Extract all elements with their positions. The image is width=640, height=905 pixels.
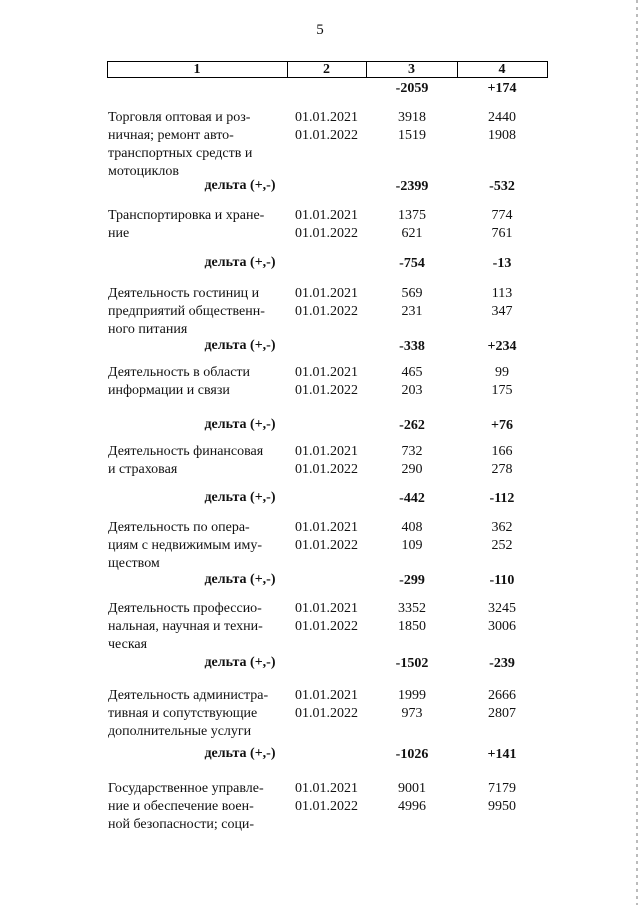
row-value-col3: 3352 (398, 601, 426, 616)
delta-label: дельта (+,-) (204, 338, 276, 353)
row-value-col3: 732 (401, 444, 423, 459)
delta-label: дельта (+,-) (204, 255, 276, 270)
row-value-col4: 175 (491, 383, 513, 398)
top-delta-col3: -2059 (395, 81, 429, 96)
delta-label: дельта (+,-) (204, 746, 276, 761)
delta-col4: -110 (489, 573, 515, 588)
delta-col3: -338 (399, 339, 425, 354)
delta-col4: -239 (489, 656, 515, 671)
row-value-col3: 203 (401, 383, 423, 398)
row-name-line: дополнительные услуги (108, 724, 252, 739)
row-date: 01.01.2021 (295, 688, 358, 703)
page-number: 5 (316, 22, 324, 38)
row-date: 01.01.2022 (295, 128, 358, 143)
row-value-col3: 621 (401, 226, 423, 241)
row-value-col3: 1519 (398, 128, 426, 143)
row-name (108, 109, 280, 181)
delta-col4: +234 (487, 339, 517, 354)
scan-edge-mark (636, 0, 638, 905)
row-date: 01.01.2021 (295, 110, 358, 125)
row-date: 01.01.2022 (295, 706, 358, 721)
row-name-line: Деятельность гостиниц и (108, 286, 260, 301)
row-value-col4: 7179 (488, 781, 516, 796)
delta-col3: -1502 (395, 656, 429, 671)
row-date: 01.01.2022 (295, 619, 358, 634)
row-name-line: ной безопасности; соци- (108, 817, 255, 832)
row-date: 01.01.2022 (295, 226, 358, 241)
row-value-col4: 3245 (488, 601, 516, 616)
row-value-col3: 9001 (398, 781, 426, 796)
delta-col3: -2399 (395, 179, 429, 194)
row-name (108, 285, 280, 339)
row-name-line: ние и обеспечение воен- (108, 799, 254, 814)
row-date: 01.01.2022 (295, 538, 358, 553)
header-col-2: 2 (323, 62, 330, 77)
row-name-line: Деятельность в области (108, 365, 251, 380)
delta-label: дельта (+,-) (204, 655, 276, 670)
header-col-3: 3 (408, 62, 415, 77)
row-name (108, 687, 280, 741)
row-value-col4: 2440 (488, 110, 516, 125)
row-value-col3: 1999 (398, 688, 426, 703)
row-value-col4: 113 (491, 286, 513, 301)
delta-col4: -13 (492, 256, 512, 271)
row-date: 01.01.2022 (295, 462, 358, 477)
delta-label: дельта (+,-) (204, 572, 276, 587)
row-name (108, 519, 280, 573)
row-name-line: ного питания (108, 322, 188, 337)
header-divider (547, 61, 548, 78)
row-name (108, 780, 280, 834)
row-name-line: Деятельность профессио- (108, 601, 262, 616)
delta-col3: -442 (399, 491, 425, 506)
row-value-col4: 3006 (488, 619, 516, 634)
row-name-line: мотоциклов (108, 164, 179, 179)
row-name-line: Деятельность по опера- (108, 520, 250, 535)
row-name-line: ничная; ремонт авто- (108, 128, 234, 143)
row-name-line: Деятельность финансовая (108, 444, 264, 459)
row-value-col3: 4996 (398, 799, 426, 814)
row-value-col3: 3918 (398, 110, 426, 125)
row-date: 01.01.2021 (295, 365, 358, 380)
top-delta-col4: +174 (487, 81, 517, 96)
row-value-col4: 347 (491, 304, 513, 319)
row-value-col4: 774 (491, 208, 513, 223)
delta-col4: +141 (487, 747, 517, 762)
row-value-col3: 231 (401, 304, 423, 319)
row-name-line: ществом (108, 556, 160, 571)
delta-col4: -532 (489, 179, 515, 194)
delta-label: дельта (+,-) (204, 178, 276, 193)
row-value-col3: 465 (401, 365, 423, 380)
row-value-col3: 1375 (398, 208, 426, 223)
row-name (108, 207, 280, 243)
row-value-col4: 278 (491, 462, 513, 477)
row-date: 01.01.2021 (295, 286, 358, 301)
row-value-col3: 408 (401, 520, 423, 535)
delta-label: дельта (+,-) (204, 490, 276, 505)
row-name-line: ческая (108, 637, 148, 652)
row-value-col4: 2666 (488, 688, 516, 703)
row-value-col4: 166 (491, 444, 513, 459)
row-name-line: Торговля оптовая и роз- (108, 110, 251, 125)
row-value-col4: 761 (491, 226, 513, 241)
row-date: 01.01.2022 (295, 304, 358, 319)
row-value-col3: 290 (401, 462, 423, 477)
delta-col3: -262 (399, 418, 425, 433)
row-value-col4: 252 (491, 538, 513, 553)
row-value-col3: 973 (401, 706, 423, 721)
row-name-line: информации и связи (108, 383, 230, 398)
row-date: 01.01.2021 (295, 444, 358, 459)
header-col-4: 4 (498, 62, 506, 77)
row-value-col4: 1908 (488, 128, 516, 143)
row-name (108, 443, 280, 479)
table-header (107, 61, 548, 78)
row-name-line: Транспортировка и хране- (108, 208, 265, 223)
row-name-line: тивная и сопутствующие (108, 706, 258, 721)
row-name (108, 600, 280, 654)
delta-col3: -1026 (395, 747, 429, 762)
row-value-col3: 109 (401, 538, 423, 553)
delta-col4: +76 (491, 418, 513, 433)
row-name (108, 364, 280, 400)
row-name-line: циям с недвижимым иму- (108, 538, 263, 553)
row-date: 01.01.2021 (295, 781, 358, 796)
row-date: 01.01.2022 (295, 799, 358, 814)
delta-col3: -299 (399, 573, 425, 588)
row-name-line: ние (108, 226, 130, 241)
header-col-1: 1 (193, 62, 201, 77)
delta-col4: -112 (489, 491, 515, 506)
delta-col3: -754 (399, 256, 425, 271)
row-value-col4: 2807 (488, 706, 516, 721)
row-name-line: предприятий общественн- (108, 304, 265, 319)
row-value-col4: 362 (491, 520, 513, 535)
row-value-col3: 569 (401, 286, 423, 301)
row-name-line: Деятельность администра- (108, 688, 269, 703)
row-name-line: Государственное управле- (108, 781, 264, 796)
row-name-line: нальная, научная и техни- (108, 619, 263, 634)
row-date: 01.01.2022 (295, 383, 358, 398)
row-value-col4: 99 (495, 365, 509, 380)
row-date: 01.01.2021 (295, 601, 358, 616)
row-date: 01.01.2021 (295, 520, 358, 535)
row-name-line: и страховая (108, 462, 178, 477)
delta-label: дельта (+,-) (204, 417, 276, 432)
row-value-col4: 9950 (488, 799, 516, 814)
row-date: 01.01.2021 (295, 208, 358, 223)
row-value-col3: 1850 (398, 619, 426, 634)
row-name-line: транспортных средств и (108, 146, 253, 161)
